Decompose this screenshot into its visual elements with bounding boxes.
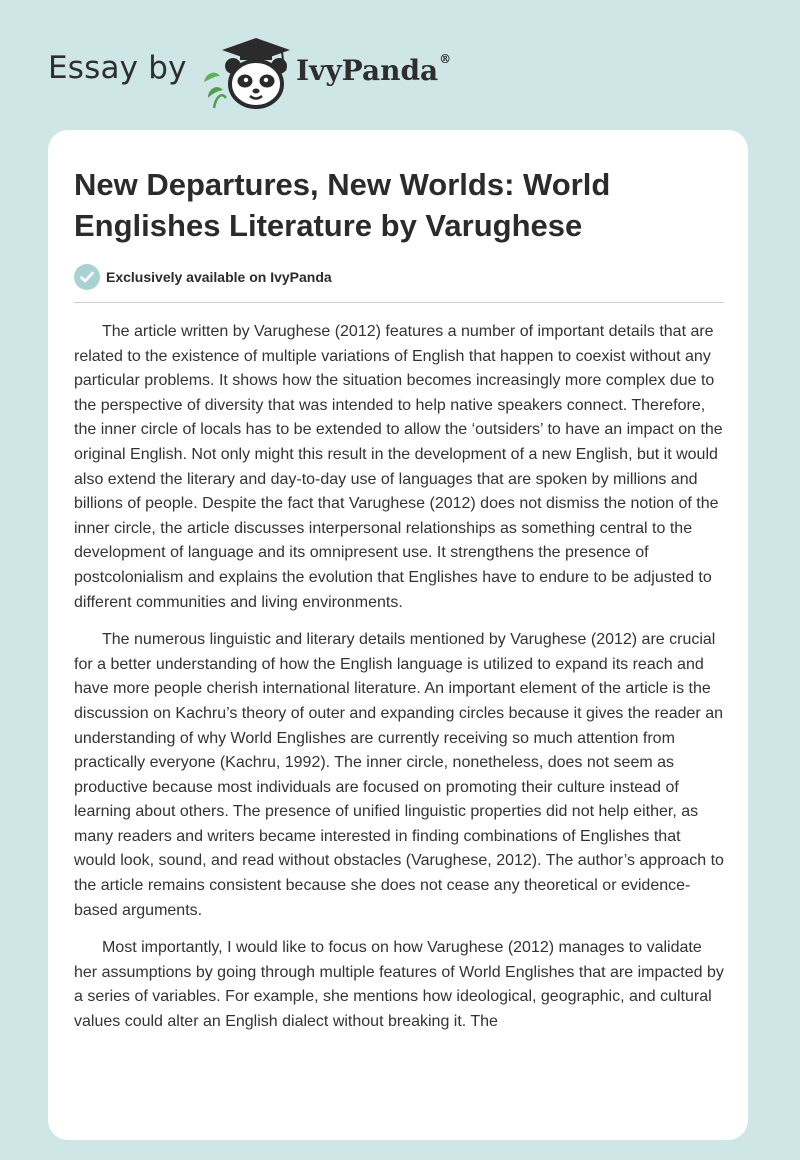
paragraph-1: The article written by Varughese (2012) features a number of important details that are related to the existence of multiple variations of English that happen to coexist without any particular problems. It shows how the situation becomes increasingly more complex due to the perspective of diversity that was intended to help native speakers connect. Therefore, the inner circle of locals has to be extended to allow the ‘outsiders’ to have an impact on the original English. Not only might this result in the development of a new English, but it would also extend the literary and day-to-day use of languages that are spoken by millions and billions of people. Despite the fact that Varughese (2012) does not dismiss the notion of the inner circle, the article discusses interpersonal relationships as something central to the development of language and its omnipresent use. It strengthens the presence of postcolonialism and explains the evolution that Englishes have to endure to be adjusted to different communities and living environments. bbox=[74, 323, 723, 611]
exclusive-label: Exclusively available on IvyPanda bbox=[106, 269, 332, 285]
essay-by-label: Essay by bbox=[48, 50, 187, 86]
check-circle-icon bbox=[74, 264, 100, 290]
essay-card bbox=[48, 130, 748, 1140]
brand-name-text: IvyPanda bbox=[296, 54, 439, 87]
paragraph-2: The numerous linguistic and literary details mentioned by Varughese (2012) are crucial for a better understanding of how the English language is utilized to expand its reach and have more people cherish international literature. An important element of the article is the discussion on Kachru’s theory of outer and expanding circles because it gives the reader an understanding of why World Englishes are currently receiving so much attention from practically everyone (Kachru, 1992). The inner circle, nonetheless, does not seem as productive because most individuals are focused on promoting their culture instead of learning about others. The presence of unified linguistic properties did not help either, as many readers and writers became interested in finding combinations of Englishes that would look, sound, and read without obstacles (Varughese, 2012). The author’s approach to the article remains consistent because she does not cease any theoretical or evidence-based arguments. bbox=[74, 631, 724, 919]
page-title: New Departures, New Worlds: World Englishes Literature by Varughese bbox=[74, 167, 611, 243]
exclusive-badge bbox=[74, 264, 332, 290]
site-header bbox=[0, 0, 800, 120]
divider bbox=[74, 302, 724, 303]
brand-name[interactable] bbox=[296, 54, 451, 87]
panda-graduate-logo-icon[interactable] bbox=[200, 36, 292, 110]
essay-body bbox=[74, 320, 726, 1048]
paragraph-3: Most importantly, I would like to focus on how Varughese (2012) manages to validate her assumptions by going through multiple features of World Englishes that are impacted by a series of variables. For example, she mentions how ideological, geographic, and cultural values could alter an English dialect without breaking it. The bbox=[74, 939, 724, 1031]
trademark-symbol: ® bbox=[439, 52, 452, 66]
